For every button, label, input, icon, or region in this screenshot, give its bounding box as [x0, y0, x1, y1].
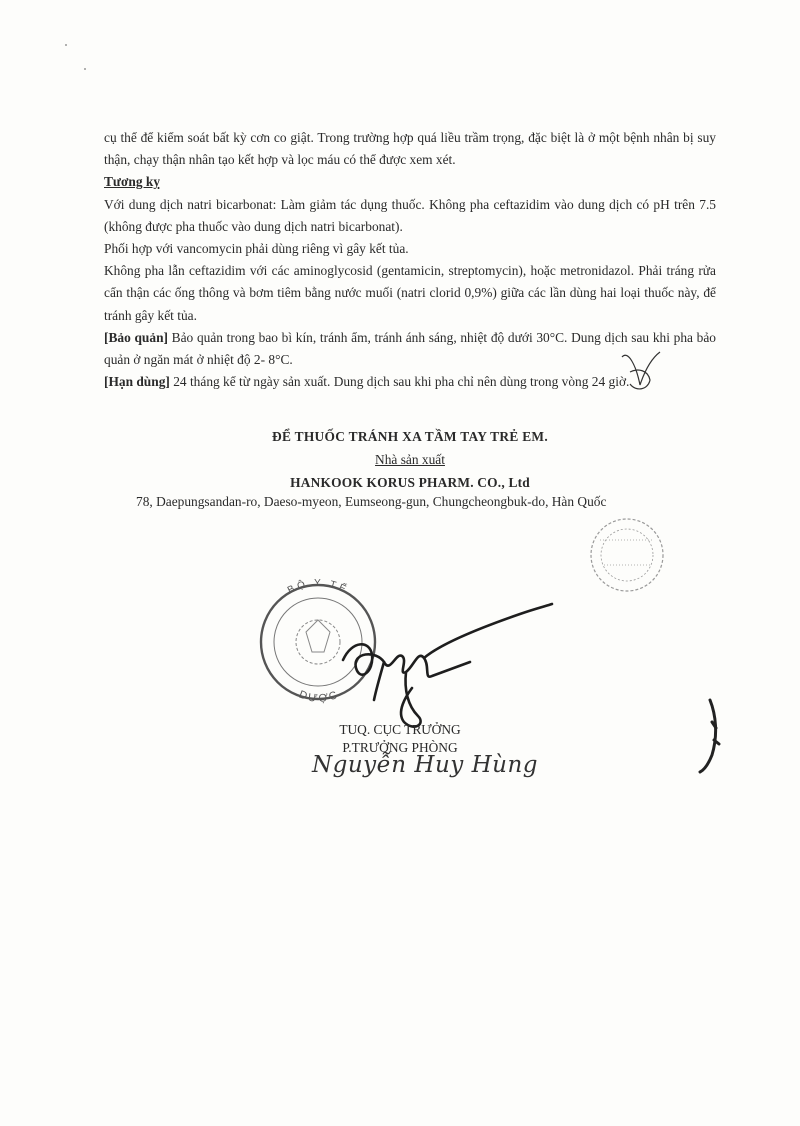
signatory-name: Nguyễn Huy Hùng: [312, 752, 539, 778]
official-stamp: [261, 577, 375, 705]
manufacturer-label: Nhà sản xuất: [375, 452, 445, 467]
storage-heading: [Bảo quản]: [104, 329, 168, 345]
interactions-heading: Tương kỵ: [104, 174, 161, 190]
children-warning: ĐỂ THUỐC TRÁNH XA TẦM TAY TRẺ EM.: [271, 429, 549, 444]
svg-text:BỘ Y TẾ: [286, 577, 351, 596]
expiry-text: 24 tháng kể từ ngày sản xuất. Dung dịch sau khi pha chỉ nên dùng trong vòng 24 giờ.: [169, 374, 630, 390]
expiry-heading: [Hạn dùng]: [104, 374, 170, 390]
manufacturer-address: 78, Daepungsandan-ro, Daeso-myeon, Eumseong-gun, Chungcheongbuk-do, Hàn Quốc: [136, 494, 607, 509]
svg-text:DƯỢC: [297, 689, 341, 705]
stamp-bottom-text: DƯỢC: [297, 688, 341, 705]
interaction-vancomycin: Phối hợp với vancomycin phải dùng riêng vì gây kết tủa.: [104, 241, 409, 257]
handwritten-signature: [343, 604, 552, 727]
faint-stamp-mark: [591, 519, 663, 591]
interaction-bicarbonate: Với dung dịch natri bicarbonat: Làm giảm tác dụng thuốc. Không pha ceftazidim vào dung dịch có pH trên 7.5 (không được pha thuốc vào dung dịch natri bicarbonat).: [104, 196, 716, 234]
overdose-paragraph: cụ thể để kiểm soát bất kỳ cơn co giật. Trong trường hợp quá liều trầm trọng, đặc biệt là ở một bệnh nhân bị suy thận, chạy thận nhân tạo kết hợp và lọc máu có thể được xem xét.: [104, 130, 716, 168]
signatory-line-1: TUQ. CỤC TRƯỞNG: [339, 722, 461, 737]
interaction-aminoglycosides: Không pha lẫn ceftazidim với các aminoglycosid (gentamicin, streptomycin), hoặc metronidazol. Phải tráng rửa cẩn thận các ống thông và bơm tiêm bằng nước muối (natri clorid 0,9%) giữa các lần dùng hai loại thuốc này, để tránh gây kết tủa.: [104, 263, 716, 323]
stamp-top-text: BỘ Y TẾ: [285, 577, 351, 597]
initials-mark: [622, 352, 660, 389]
edge-mark: [700, 700, 719, 772]
storage-text: Bảo quản trong bao bì kín, tránh ẩm, tránh ánh sáng, nhiệt độ dưới 30°C. Dung dịch sau khi pha bảo quản ở ngăn mát ở nhiệt độ 2- 8°C.: [104, 329, 716, 368]
manufacturer-name: HANKOOK KORUS PHARM. CO., Ltd: [290, 475, 530, 490]
signatory-line-2: P.TRƯỞNG PHÒNG: [342, 740, 458, 755]
